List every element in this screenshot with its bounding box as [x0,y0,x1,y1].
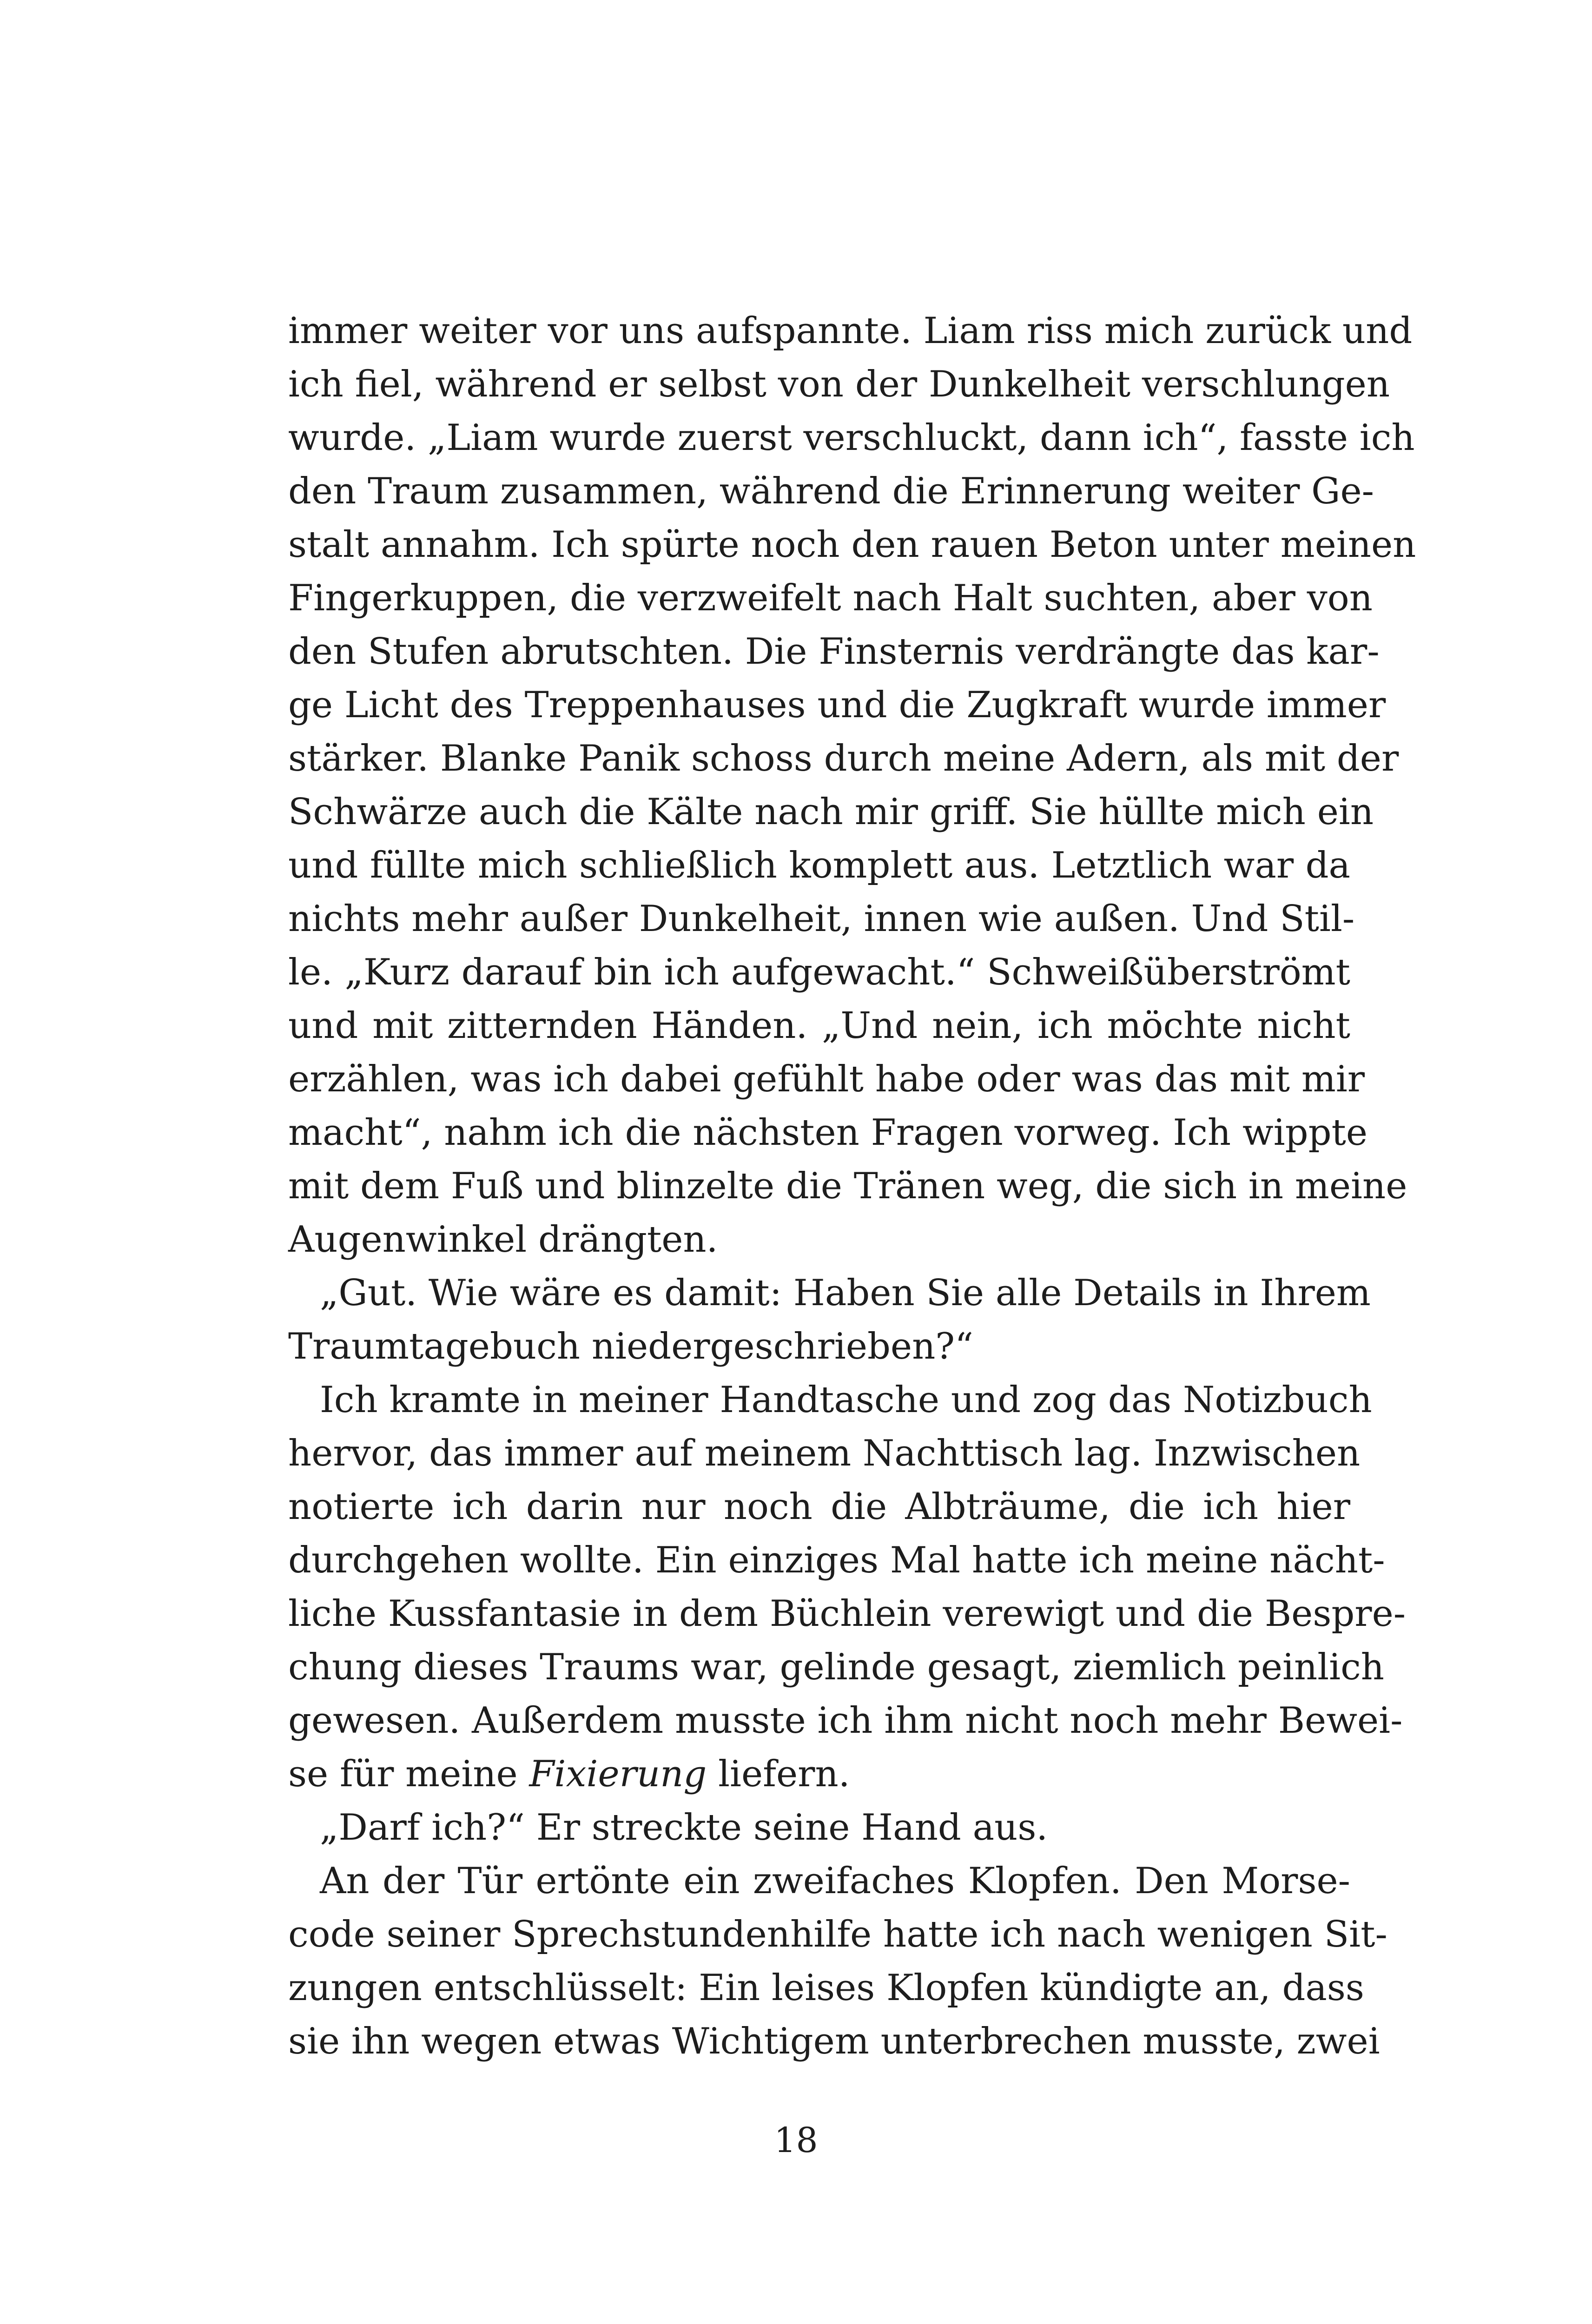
text-line: wurde. „Liam wurde zuerst verschluckt, dann ich“, fasste ich [288,417,1415,459]
text-line: ge Licht des Treppenhauses und die Zugkraft wurde immer [288,684,1386,726]
text-line: Fingerkuppen, die verzweifelt nach Halt suchten, aber von [288,577,1373,619]
text-line: den Traum zusammen, während die Erinnerung weiter Ge- [288,470,1374,512]
text-line: chung dieses Traums war, gelinde gesagt, ziemlich peinlich [288,1646,1385,1688]
text-line: Schwärze auch die Kälte nach mir griff. Sie hüllte mich ein [288,791,1374,833]
text-line: Ich kramte in meiner Handtasche und zog das Notizbuch [320,1379,1372,1421]
text-segment: liefern. [707,1753,850,1795]
text-line: le. „Kurz darauf bin ich aufgewacht.“ Schweißüberströmt [288,951,1350,993]
text-line: zungen entschlüsselt: Ein leises Klopfen kündigte an, dass [288,1967,1364,2009]
text-line-with-italic [288,1748,1350,1801]
text-line: erzählen, was ich dabei gefühlt habe oder was das mit mir [288,1058,1365,1100]
text-line: ich fiel, während er selbst von der Dunkelheit verschlungen [288,363,1390,405]
text-line: code seiner Sprechstundenhilfe hatte ich nach wenigen Sit- [288,1914,1387,1955]
text-line: sie ihn wegen etwas Wichtigem unterbrechen musste, zwei [288,2020,1380,2062]
text-segment: se für meine [288,1753,529,1795]
text-line: Traumtagebuch niedergeschrieben?“ [288,1326,974,1367]
text-line: An der Tür ertönte ein zweifaches Klopfen. Den Morse- [320,1860,1350,1902]
text-line: „Gut. Wie wäre es damit: Haben Sie alle Details in Ihrem [320,1272,1371,1314]
text-line: mit dem Fuß und blinzelte die Tränen weg, die sich in meine [288,1165,1407,1207]
text-line: und mit zitternden Händen. „Und nein, ich möchte nicht [288,1005,1350,1047]
text-line: und füllte mich schließlich komplett aus. Letztlich war da [288,845,1350,886]
text-line: stärker. Blanke Panik schoss durch meine Adern, als mit der [288,738,1399,779]
italic-word: Fixierung [529,1753,707,1795]
text-line: den Stufen abrutschten. Die Finsternis verdrängte das kar- [288,631,1380,673]
text-line: nichts mehr außer Dunkelheit, innen wie außen. Und Stil- [288,898,1355,940]
text-line: durchgehen wollte. Ein einziges Mal hatte ich meine nächt- [288,1539,1385,1581]
text-line: macht“, nahm ich die nächsten Fragen vorweg. Ich wippte [288,1112,1368,1154]
text-line: gewesen. Außerdem musste ich ihm nicht noch mehr Bewei- [288,1700,1403,1742]
text-line: notierte ich darin nur noch die Albträume, die ich hier [288,1486,1350,1528]
text-line: liche Kussfantasie in dem Büchlein verewigt und die Bespre- [288,1593,1406,1635]
page-number: 18 [774,2120,818,2160]
text-line: „Darf ich?“ Er streckte seine Hand aus. [320,1807,1048,1849]
text-line: stalt annahm. Ich spürte noch den rauen Beton unter meinen [288,524,1416,566]
text-line: hervor, das immer auf meinem Nachttisch lag. Inzwischen [288,1433,1361,1474]
text-line: immer weiter vor uns aufspannte. Liam riss mich zurück und [288,310,1413,352]
text-line: Augenwinkel drängten. [288,1219,718,1261]
body-text [288,304,1416,2068]
